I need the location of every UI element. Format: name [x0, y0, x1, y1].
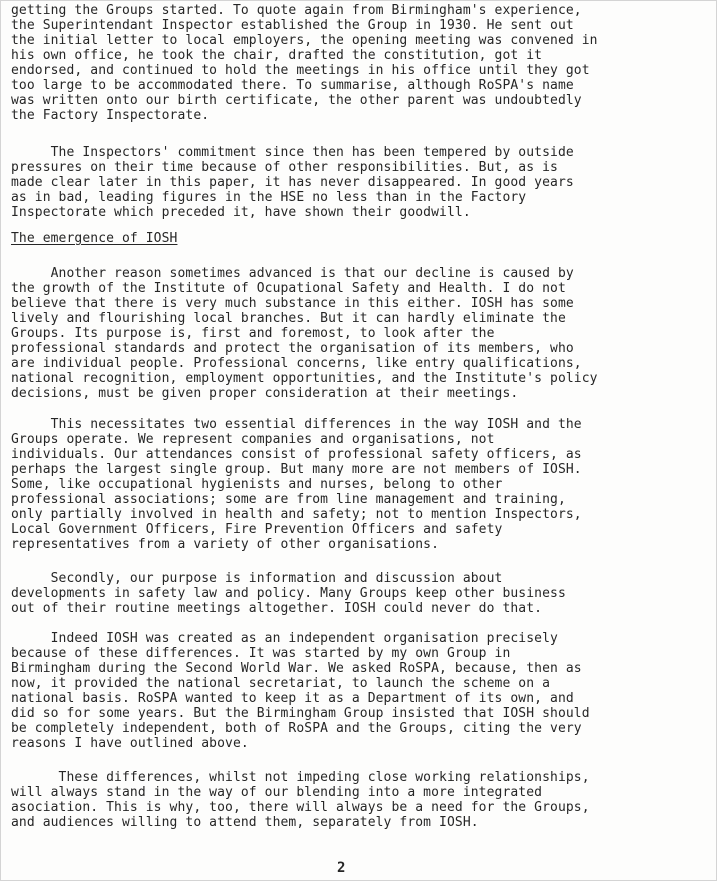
text-line: because of these differences. It was started by my own Group in — [11, 646, 511, 661]
text-line: professional standards and protect the organisation of its members, who — [11, 341, 574, 356]
text-line: asociation. This is why, too, there will always be a need for the Groups, — [11, 800, 590, 815]
text-line: too large to be accommodated there. To summarise, although RoSPA's name — [11, 78, 574, 93]
text-line: Another reason sometimes advanced is that our decline is caused by — [11, 266, 574, 281]
paragraph-iosh-creation — [11, 631, 711, 751]
paragraph-purpose — [11, 571, 711, 616]
text-line: individuals. Our attendances consist of professional safety officers, as — [11, 447, 582, 462]
text-line: Local Government Officers, Fire Prevention Officers and safety — [11, 522, 503, 537]
text-line: made clear later in this paper, it has never disappeared. In good years — [11, 175, 574, 190]
text-line: professional associations; some are from line management and training, — [11, 492, 566, 507]
text-line: and audiences willing to attend them, separately from IOSH. — [11, 815, 479, 830]
text-line: The Inspectors' commitment since then has been tempered by outside — [11, 145, 574, 160]
section-heading: The emergence of IOSH — [11, 231, 178, 246]
text-line: developments in safety law and policy. Many Groups keep other business — [11, 586, 566, 601]
text-line: getting the Groups started. To quote again from Birmingham's experience, — [11, 3, 582, 18]
text-line: This necessitates two essential differences in the way IOSH and the — [11, 417, 582, 432]
text-line: representatives from a variety of other organisations. — [11, 537, 440, 552]
text-line: endorsed, and continued to hold the meetings in his office until they got — [11, 63, 590, 78]
paragraph-essential-differences — [11, 417, 711, 552]
text-line: the Superintendant Inspector established the Group in 1930. He sent out — [11, 18, 574, 33]
text-line: national basis. RoSPA wanted to keep it as a Department of its own, and — [11, 691, 574, 706]
text-line: perhaps the largest single group. But many more are not members of IOSH. — [11, 462, 582, 477]
text-line: Secondly, our purpose is information and discussion about — [11, 571, 503, 586]
text-line: as in bad, leading figures in the HSE no less than in the Factory — [11, 190, 527, 205]
text-line: lively and flourishing local branches. But it can hardly eliminate the — [11, 311, 566, 326]
text-line: These differences, whilst not impeding close working relationships, — [11, 770, 590, 785]
text-line: believe that there is very much substance in this either. IOSH has some — [11, 296, 574, 311]
text-line: decisions, must be given proper consideration at their meetings. — [11, 386, 519, 401]
text-line: are individual people. Professional concerns, like entry qualifications, — [11, 356, 582, 371]
text-line: out of their routine meetings altogether. IOSH could never do that. — [11, 601, 543, 616]
paragraph-inspectors-commitment — [11, 145, 711, 220]
text-line: the Factory Inspectorate. — [11, 108, 210, 123]
text-line: the growth of the Institute of Ocupational Safety and Health. I do not — [11, 281, 566, 296]
text-line: Some, like occupational hygienists and nurses, belong to other — [11, 477, 503, 492]
text-line: Groups. Its purpose is, first and foremost, to look after the — [11, 326, 495, 341]
paragraph-conclusion — [11, 770, 711, 830]
text-line: his own office, he took the chair, drafted the constitution, got it — [11, 48, 543, 63]
text-line: Birmingham during the Second World War. We asked RoSPA, because, then as — [11, 661, 582, 676]
text-line: Groups operate. We represent companies and organisations, not — [11, 432, 495, 447]
text-line: was written onto our birth certificate, the other parent was undoubtedly — [11, 93, 582, 108]
text-line: the initial letter to local employers, the opening meeting was convened in — [11, 33, 598, 48]
text-line: national recognition, employment opportunities, and the Institute's policy — [11, 371, 598, 386]
paragraph-iosh-growth — [11, 266, 711, 401]
text-line: did so for some years. But the Birmingham Group insisted that IOSH should — [11, 706, 590, 721]
text-line: only partially involved in health and safety; not to mention Inspectors, — [11, 507, 582, 522]
text-line: will always stand in the way of our blending into a more integrated — [11, 785, 543, 800]
text-line: reasons I have outlined above. — [11, 736, 249, 751]
text-line: pressures on their time because of other responsibilities. But, as is — [11, 160, 558, 175]
page-number: 2 — [337, 860, 346, 876]
text-line: Inspectorate which preceded it, have shown their goodwill. — [11, 205, 471, 220]
text-line: be completely independent, both of RoSPA and the Groups, citing the very — [11, 721, 582, 736]
text-line: Indeed IOSH was created as an independent organisation precisely — [11, 631, 558, 646]
paragraph-birmingham-history — [11, 3, 711, 123]
text-line: now, it provided the national secretariat, to launch the scheme on a — [11, 676, 551, 691]
